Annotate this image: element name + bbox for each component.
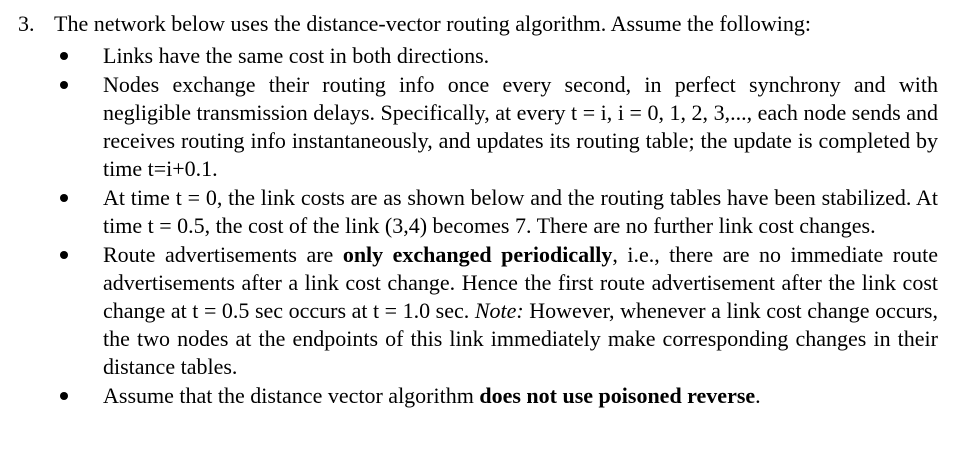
bullet-icon bbox=[60, 81, 68, 89]
assumption-item bbox=[18, 42, 938, 70]
assumption-item bbox=[18, 382, 938, 410]
assumption-text-start: Route advertisements are bbox=[103, 242, 343, 267]
question-block bbox=[18, 10, 938, 411]
assumption-list bbox=[18, 42, 938, 410]
question-header bbox=[18, 10, 938, 38]
assumption-item bbox=[18, 71, 938, 183]
assumption-text-start: Assume that the distance vector algorithm bbox=[103, 383, 480, 408]
bullet-icon bbox=[60, 251, 68, 259]
assumption-text: Nodes exchange their routing info once every second, in perfect synchrony and with negligible transmission delays. Specifically, at every t = i, i = 0, 1, 2, 3,..., each node sends and receives routing info instantaneously, and updates its routing table; the update is completed by time t=i+0.1. bbox=[103, 72, 938, 181]
note-label: Note: bbox=[474, 298, 524, 323]
assumption-text: Links have the same cost in both directions. bbox=[103, 43, 490, 68]
assumption-text: At time t = 0, the link costs are as shown below and the routing tables have been stabilized. At time t = 0.5, the cost of the link (3,4) becomes 7. There are no further link cost changes. bbox=[103, 185, 938, 238]
assumption-emphasis: only exchanged periodically bbox=[342, 242, 613, 267]
bullet-icon bbox=[60, 392, 68, 400]
assumption-text-middle: , i.e., there are no immediate route advertisements after a link cost change. Hence the first route advertisement after the link cost change at t = 0.5 sec occurs at t = 1.0 sec. bbox=[103, 242, 938, 323]
assumption-item bbox=[18, 241, 938, 381]
assumption-emphasis: does not use poisoned reverse bbox=[479, 383, 756, 408]
bullet-icon bbox=[60, 52, 68, 60]
question-intro: The network below uses the distance-vector routing algorithm. Assume the following: bbox=[54, 11, 812, 36]
assumption-text-end: However, whenever a link cost change occurs, the two nodes at the endpoints of this link immediately make corresponding changes in their distance tables. bbox=[103, 298, 938, 379]
assumption-item bbox=[18, 184, 938, 240]
bullet-icon bbox=[60, 194, 68, 202]
assumption-text-end: . bbox=[755, 383, 761, 408]
question-number: 3. bbox=[18, 11, 35, 36]
